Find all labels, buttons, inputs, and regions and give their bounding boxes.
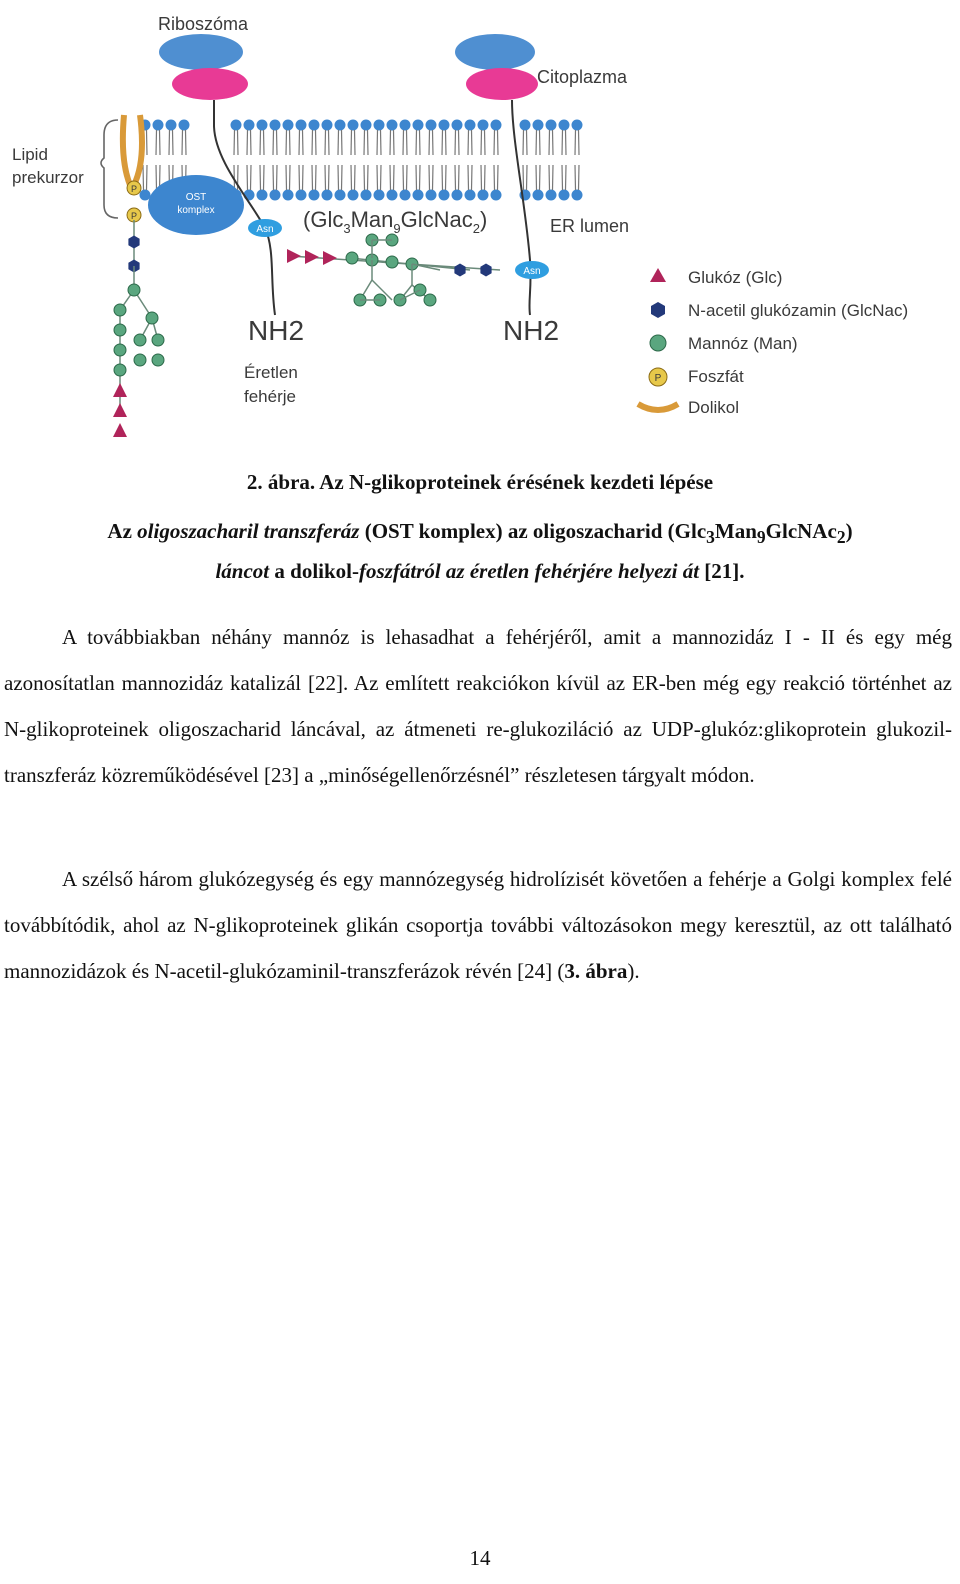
riboszoma-label: Riboszóma [158,14,249,34]
er-lumen-label: ER lumen [550,216,630,236]
figure-diagram [0,0,960,455]
svg-text:P: P [130,211,138,221]
ost-complex [148,175,244,235]
legend-glcnac: N-acetil glukózamin (GlcNac) [688,301,909,320]
glycan-structures [113,220,500,437]
citoplazma-label: Citoplazma [537,67,628,87]
prekurzor-label: prekurzor [12,168,84,187]
paragraph-1 [4,614,952,798]
svg-text:P: P [654,373,662,384]
legend-foszfat: Foszfát [688,367,744,386]
caption-number: 2. ábra. [246,470,316,494]
legend-man: Mannóz (Man) [688,334,798,353]
figure-reference: 3. ábra [564,959,628,983]
svg-text:Asn: Asn [523,266,541,277]
ribosome-right [455,34,538,100]
lipid-label: Lipid [12,145,48,164]
lipid-bracket [101,120,118,218]
legend-hexagon-icon [651,302,665,318]
paragraph-2-text: A szélső három glukózegység és egy mannózegység hidrolízisét követően a fehérje a Golgi komplex felé továbbítódik, ahol az N-glikoproteinek glikán csoportja további változásokon megy keresztül, az ott található mannozidázok és N-acetil-glukózaminil-transzferázok révén [24] ( [4,867,952,983]
legend-triangle-icon [650,268,666,282]
nh2-left-label: NH2 [248,315,305,346]
legend-dolikol: Dolikol [688,398,740,417]
figure-caption-title [0,470,960,495]
caption-title-text: Az N-glikoproteinek érésének kezdeti lépése [319,470,714,494]
formula-label: (Glc$_3$Man$_9$GlcNac$_2$) [303,207,488,236]
svg-text:komplex: komplex [177,205,215,216]
ribosome [159,34,248,125]
asn-tag-right [515,261,549,279]
svg-text:OST: OST [185,192,207,203]
paragraph-2: A szélső három glukózegység és egy mannózegység hidrolízisét követően a fehérje a Golgi komplex felé továbbítódik, ahol az N-glikoproteinek glikán csoportja további változásokon megy keresztül, az ott található mannozidázok és N-acetil-glukózaminil-transzferázok révén [24] (3. ábra). [4,867,952,983]
legend-circle-icon [650,335,666,351]
n-glycosylation-figure [0,0,960,455]
peptide-chain-right [512,100,531,315]
legend-glc: Glukóz (Glc) [688,268,783,287]
asn-tag-left [248,219,282,237]
paragraph-1-text: A továbbiakban néhány mannóz is lehasadhat a fehérjéről, amit a mannozidáz I - II és egy még azonosítatlan mannozidáz katalizál [22]. Az említett reakciókon kívül az ER-ben még egy reakció történhet az N-glikoproteinek oligoszacharid láncával, az átmeneti re-glukoziláció az UDP-glukóz:glikoprotein glukozil-transzferáz közreműködésével [23] a „minőségellenőrzésnél” részletesen tárgyalt módon. [4,625,952,787]
eretlen-label: Éretlen [244,363,298,382]
svg-text:P: P [130,184,138,194]
legend [638,268,908,417]
nh2-right-label: NH2 [503,315,560,346]
feherje-label: fehérje [244,387,296,406]
dolichol-chain [123,115,142,222]
svg-text:Asn: Asn [256,224,274,235]
page-number: 14 [469,1546,491,1570]
legend-arc-icon [638,404,678,410]
figure-caption-body: Az oligoszacharil transzferáz (OST komplex) az oligoszacharid (Glc$_3$Man$_9$GlcNAc$_2$) láncot a dolikol-foszfátról az éretlen fehérjére helyezi át [21]. [107,519,853,584]
